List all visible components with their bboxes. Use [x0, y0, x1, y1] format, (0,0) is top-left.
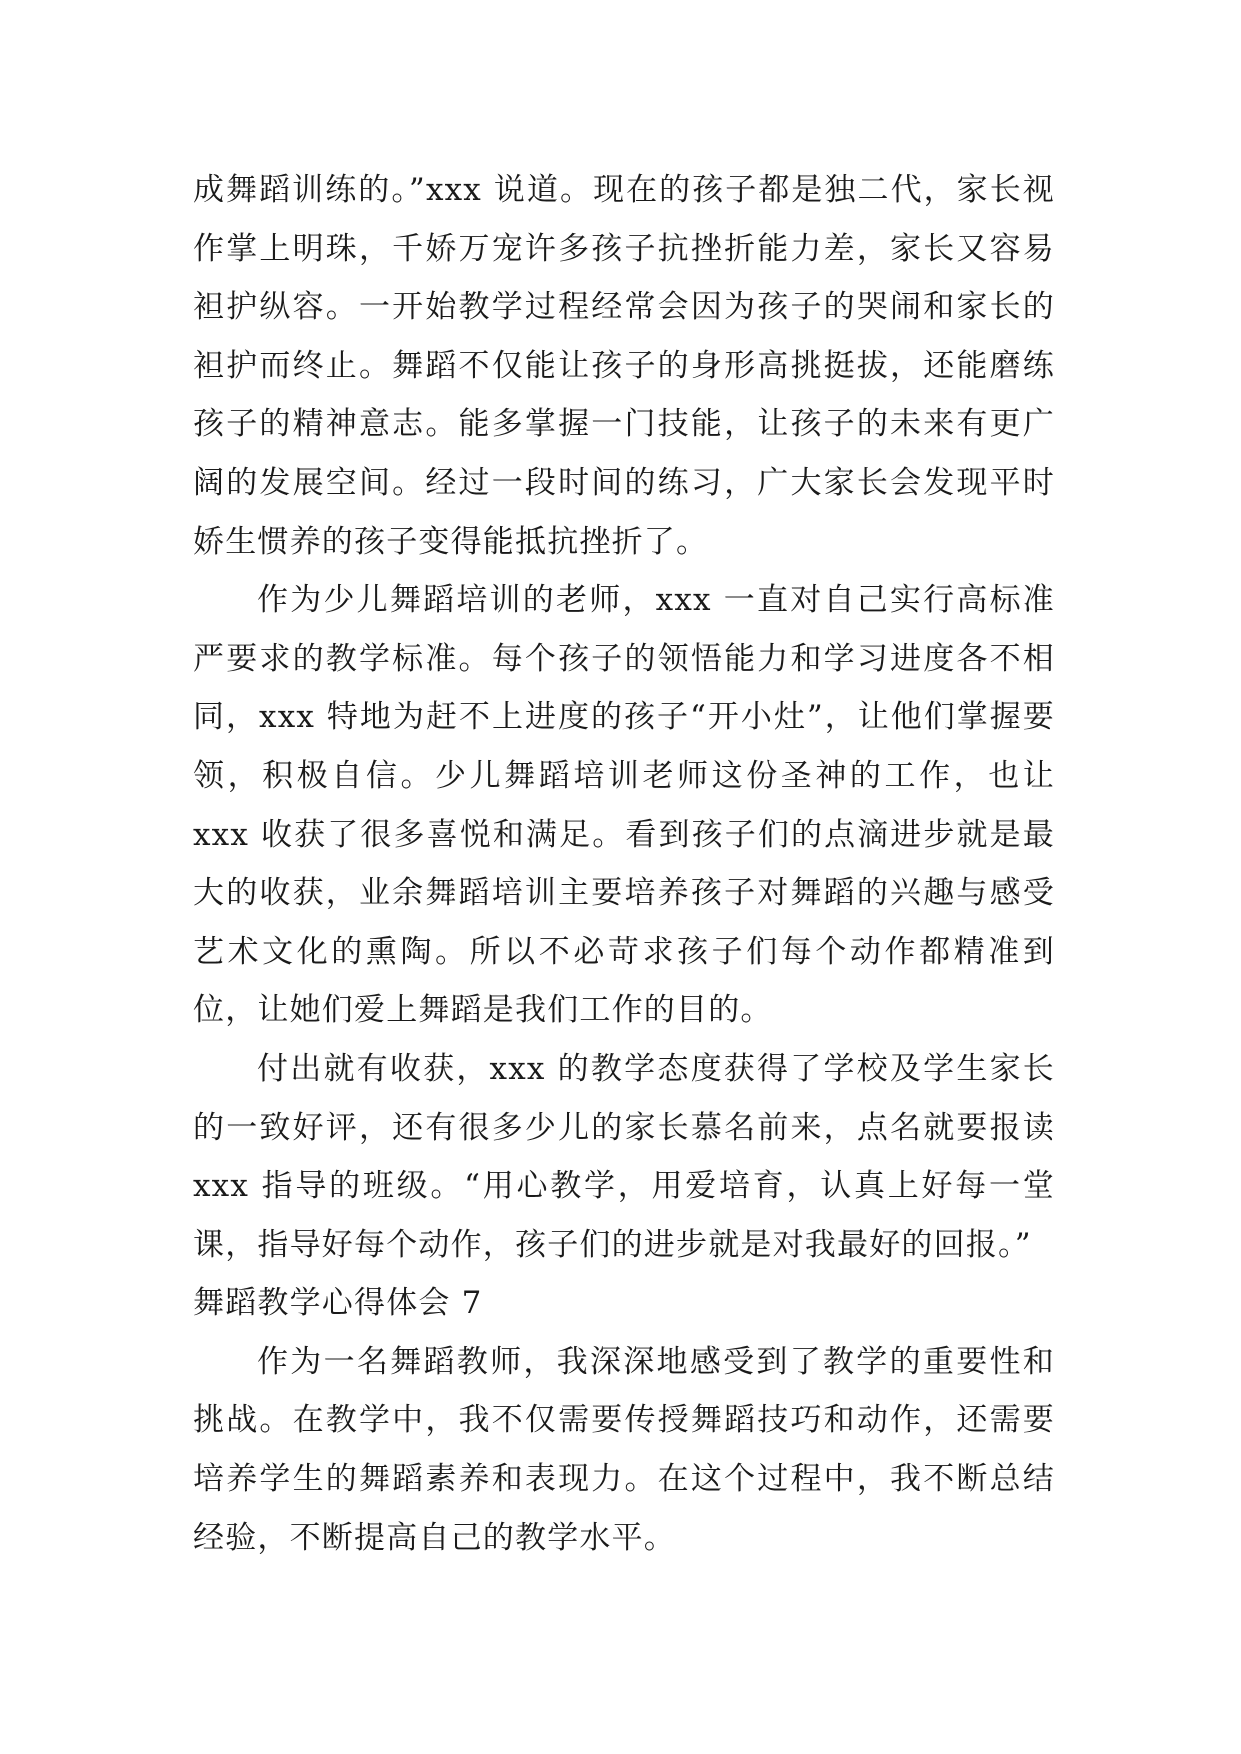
paragraph-reflection: 作为一名舞蹈教师，我深深地感受到了教学的重要性和挑战。在教学中，我不仅需要传授舞蹈技巧和动作，还需要培养学生的舞蹈素养和表现力。在这个过程中，我不断总结经验，不断提高自己的教学水平。 — [193, 1343, 1055, 1556]
document-body — [193, 161, 1055, 1567]
paragraph-rewards: 付出就有收获，xxx 的教学态度获得了学校及学生家长的一致好评，还有很多少儿的家长慕名前来，点名就要报读 xxx 指导的班级。“用心教学，用爱培育，认真上好每一堂课，指导好每个动作，孩子们的进步就是对我最好的回报。” — [193, 1050, 1055, 1263]
section-heading: 舞蹈教学心得体会 7 — [193, 1285, 483, 1322]
paragraph-continued: 成舞蹈训练的。”xxx 说道。现在的孩子都是独二代，家长视作掌上明珠，千娇万宠许多孩子抗挫折能力差，家长又容易袒护纵容。一开始教学过程经常会因为孩子的哭闹和家长的袒护而终止。舞蹈不仅能让孩子的身形高挑挺拔，还能磨练孩子的精神意志。能多掌握一门技能，让孩子的未来有更广阔的发展空间。经过一段时间的练习，广大家长会发现平时娇生惯养的孩子变得能抵抗挫折了。 — [193, 172, 1055, 560]
paragraph-teacher-standards: 作为少儿舞蹈培训的老师，xxx 一直对自己实行高标准严要求的教学标准。每个孩子的领悟能力和学习进度各不相同，xxx 特地为赶不上进度的孩子“开小灶”，让他们掌握要领，积极自信。少儿舞蹈培训老师这份圣神的工作，也让 xxx 收获了很多喜悦和满足。看到孩子们的点滴进步就是最大的收获，业余舞蹈培训主要培养孩子对舞蹈的兴趣与感受艺术文化的熏陶。所以不必苛求孩子们每个动作都精准到位，让她们爱上舞蹈是我们工作的目的。 — [193, 582, 1055, 1029]
